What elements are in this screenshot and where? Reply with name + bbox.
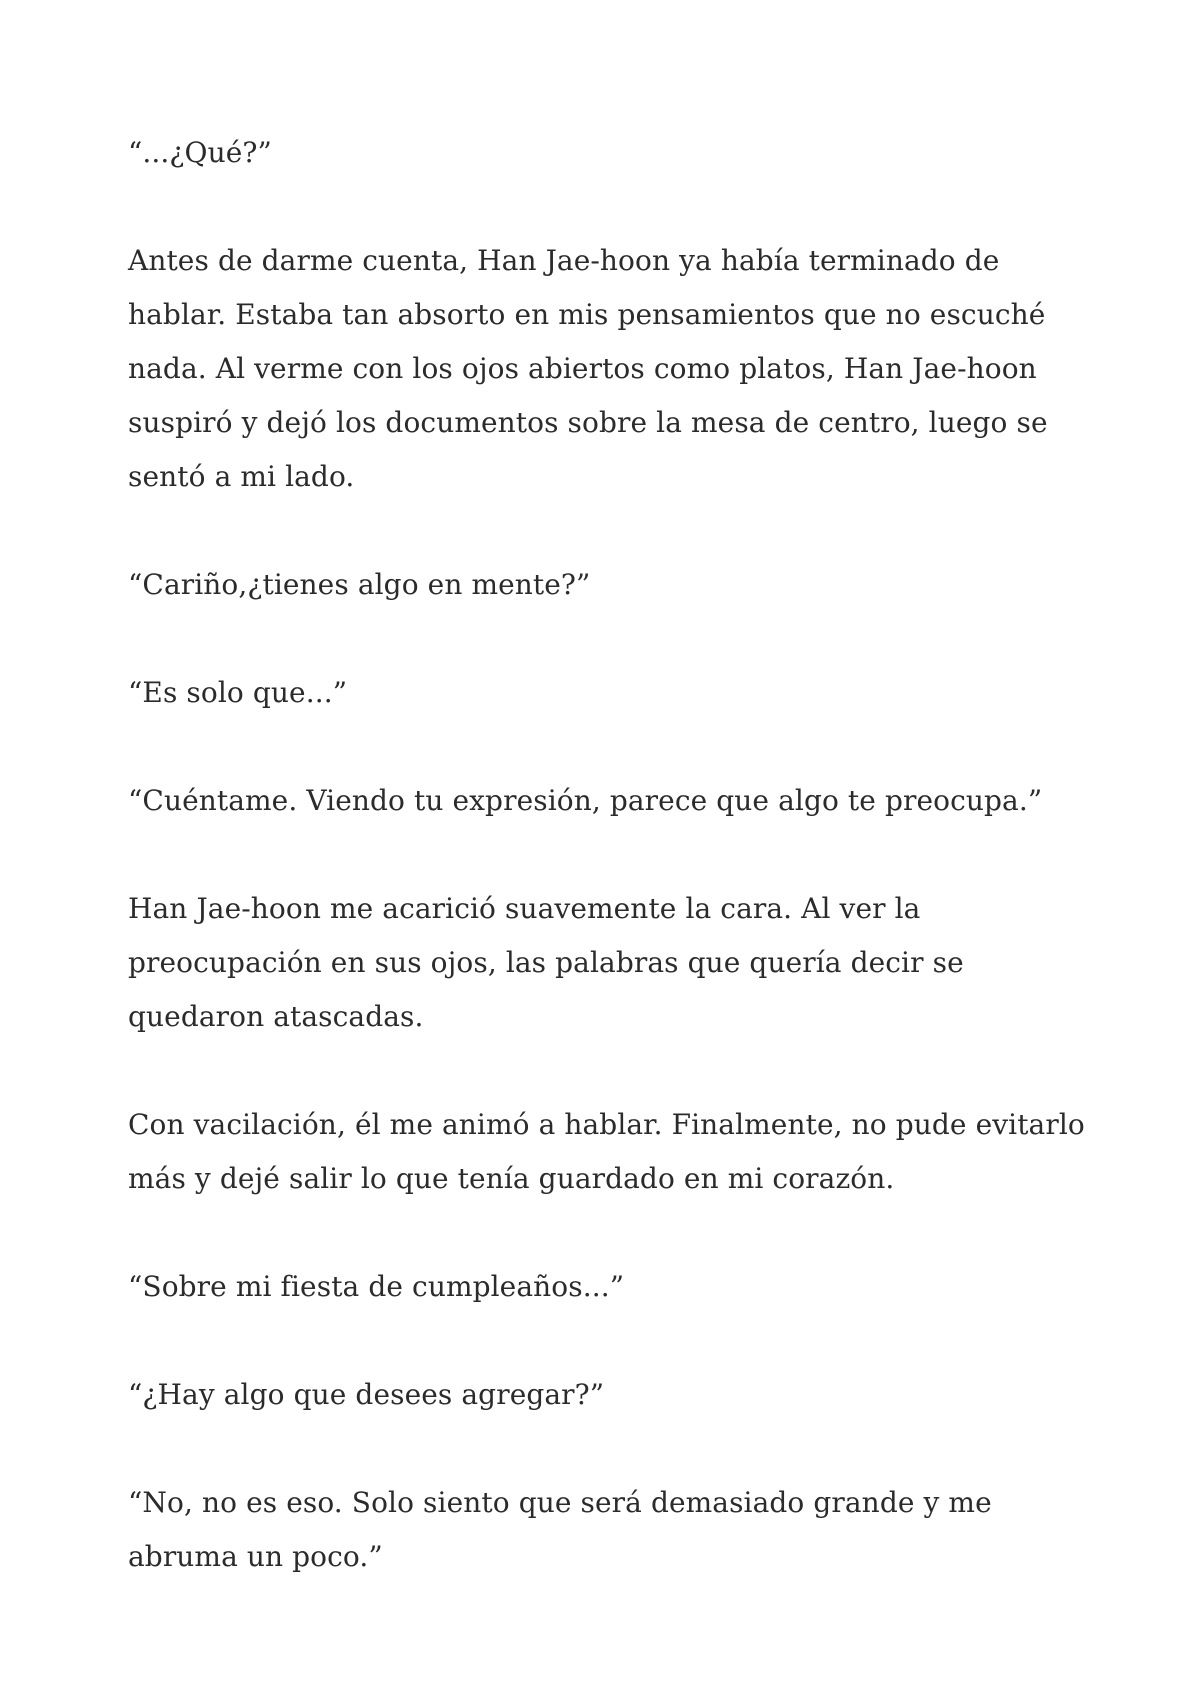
paragraph-dialogue: “Es solo que...” [128,676,348,709]
paragraph-dialogue: “¿Hay algo que desees agregar?” [128,1378,605,1411]
paragraph-dialogue: “No, no es eso. Solo siento que será demasiado grande y me abruma un poco.” [128,1486,992,1573]
paragraph-dialogue: “Cariño,¿tienes algo en mente?” [128,568,591,601]
paragraph-narration: Con vacilación, él me animó a hablar. Finalmente, no pude evitarlo más y dejé salir lo que tenía guardado en mi corazón. [128,1108,1085,1195]
paragraph-dialogue: “...¿Qué?” [128,136,272,169]
text-column [128,126,1088,1584]
paragraph-narration: Antes de darme cuenta, Han Jae-hoon ya había terminado de hablar. Estaba tan absorto en mis pensamientos que no escuché nada. Al verme con los ojos abiertos como platos, Han Jae-hoon suspiró y dejó los documentos sobre la mesa de centro, luego se sentó a mi lado. [128,244,1048,493]
paragraph-dialogue: “Sobre mi fiesta de cumpleaños...” [128,1270,625,1303]
paragraph-narration: Han Jae-hoon me acarició suavemente la cara. Al ver la preocupación en sus ojos, las palabras que quería decir se quedaron atascadas. [128,892,964,1033]
paragraph-dialogue: “Cuéntame. Viendo tu expresión, parece que algo te preocupa.” [128,784,1043,817]
